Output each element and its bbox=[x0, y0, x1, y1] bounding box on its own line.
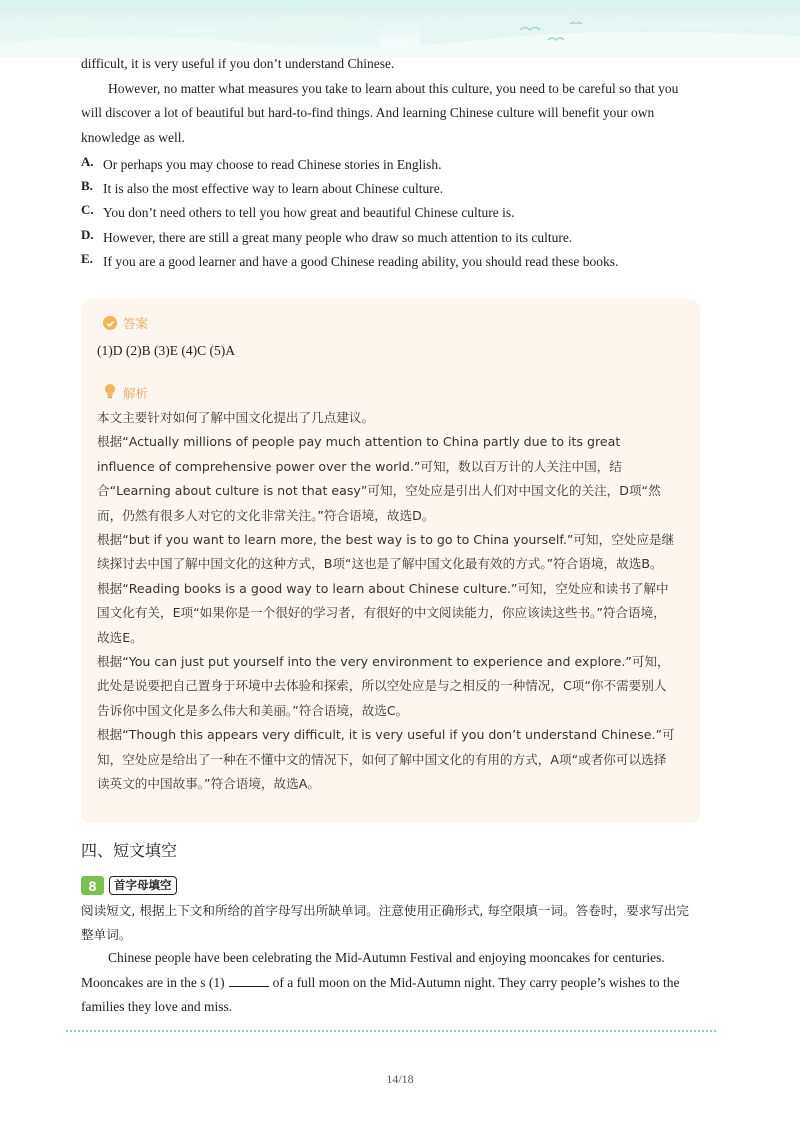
analysis-label: 解析 bbox=[123, 385, 149, 401]
option-c bbox=[81, 201, 721, 225]
option-e bbox=[81, 250, 721, 274]
option-text: It is also the most effective way to learn about Chinese culture. bbox=[103, 181, 444, 197]
cloze-passage bbox=[81, 946, 701, 1020]
question-type-badge: 首字母填空 bbox=[109, 876, 177, 895]
option-text: Or perhaps you may choose to read Chinese stories in English. bbox=[103, 157, 442, 172]
answer-analysis-card bbox=[81, 299, 700, 823]
dotted-divider bbox=[66, 1030, 716, 1032]
question-tag bbox=[81, 876, 177, 895]
analysis-item: 根据“Though this appears very difficult, it is very useful if you don’t understand Chinese.”可知，空处应是给出了一种在不懂中文的情况下，如何了解中国文化的有用的方式，A项“或者你可以选择读英文的中国故事。”符合语境，故选A。 bbox=[97, 727, 675, 792]
analysis-item: 根据“Actually millions of people pay much attention to China partly due to its great influence of comprehensive power over the world.”可知，数以百万计的人关注中国，结合“Learning about culture is not that easy”可知，空处应是引出人们对中国文化的关注，D项“然而，仍然有很多人对它的文化非常关注。”符合语境，故选D。 bbox=[97, 434, 661, 523]
analysis-item: 根据“Reading books is a good way to learn about Chinese culture.”可知，空处应和读书了解中国文化有关，E项“如果你是一个很好的学习者，有很好的中文阅读能力，你应该读这些书。”符合语境，故选E。 bbox=[97, 580, 669, 645]
option-letter: C. bbox=[81, 202, 94, 218]
option-b bbox=[81, 177, 721, 201]
analysis-item: 根据“but if you want to learn more, the best way is to go to China yourself.”可知，空处应是继续探讨去中国了解中国文化的这种方式，B项“这也是了解中国文化最有效的方式。”符合语境，故选B。 bbox=[97, 532, 675, 572]
option-letter: B. bbox=[81, 178, 93, 194]
answer-header bbox=[103, 314, 148, 332]
option-letter: D. bbox=[81, 226, 94, 242]
option-text: However, there are still a great many people who draw so much attention to its culture. bbox=[103, 229, 573, 245]
reading-passage bbox=[81, 52, 701, 150]
answer-text: (1)D (2)B (3)E (4)C (5)A bbox=[97, 343, 235, 358]
check-badge-icon bbox=[103, 316, 117, 330]
option-letter: A. bbox=[81, 154, 94, 169]
analysis-item: 根据“You can just put yourself into the very environment to experience and explore.”可知，此处是说要把自己置身于环境中去体验和探索，所以空处应是与之相反的一种情况，C项“你不需要别人告诉你中国文化是多么伟大和美丽。”符合语境，故选C。 bbox=[97, 654, 670, 718]
option-d bbox=[81, 226, 721, 250]
analysis-summary: 本文主要针对如何了解中国文化提出了几点建议。 bbox=[97, 410, 375, 425]
option-text: You don’t need others to tell you how great and beautiful Chinese culture is. bbox=[103, 205, 515, 221]
banner-wave-illustration bbox=[0, 0, 800, 58]
page-number: 14/18 bbox=[386, 1072, 414, 1086]
lightbulb-icon bbox=[103, 383, 117, 402]
option-letter: E. bbox=[81, 250, 93, 266]
cloze-text-before: Chinese people have been celebrating the Mid-Autumn Festival and enjoying mooncakes for centuries. Mooncakes are in the s (1) bbox=[81, 950, 665, 990]
passage-line: difficult, it is very useful if you don’t understand Chinese. bbox=[81, 56, 395, 71]
cloze-paragraph bbox=[81, 946, 701, 1020]
analysis-body bbox=[97, 406, 677, 797]
question-number-badge: 8 bbox=[81, 876, 104, 895]
passage-paragraph: However, no matter what measures you take to learn about this culture, you need to be careful so that you will discover a lot of beautiful but hard-to-find things. And learning Chinese culture will benefit your own knowledge as well. bbox=[81, 80, 679, 145]
answer-label: 答案 bbox=[123, 316, 149, 331]
question-instruction: 阅读短文, 根据上下文和所给的首字母写出所缺单词。注意使用正确形式, 每空限填一词。答卷时，要求写出完整单词。 bbox=[81, 903, 689, 942]
analysis-header bbox=[103, 383, 148, 402]
blank-input[interactable] bbox=[229, 973, 269, 987]
option-a bbox=[81, 153, 721, 177]
header-banner bbox=[0, 0, 800, 58]
option-list bbox=[81, 153, 721, 274]
cloze-text-after: of a full moon on the Mid-Autumn night. They carry people’s wishes to the families they love and miss. bbox=[81, 974, 680, 1014]
section-title: 四、短文填空 bbox=[81, 841, 178, 860]
option-text: If you are a good learner and have a good Chinese reading ability, you should read these books. bbox=[103, 253, 619, 269]
